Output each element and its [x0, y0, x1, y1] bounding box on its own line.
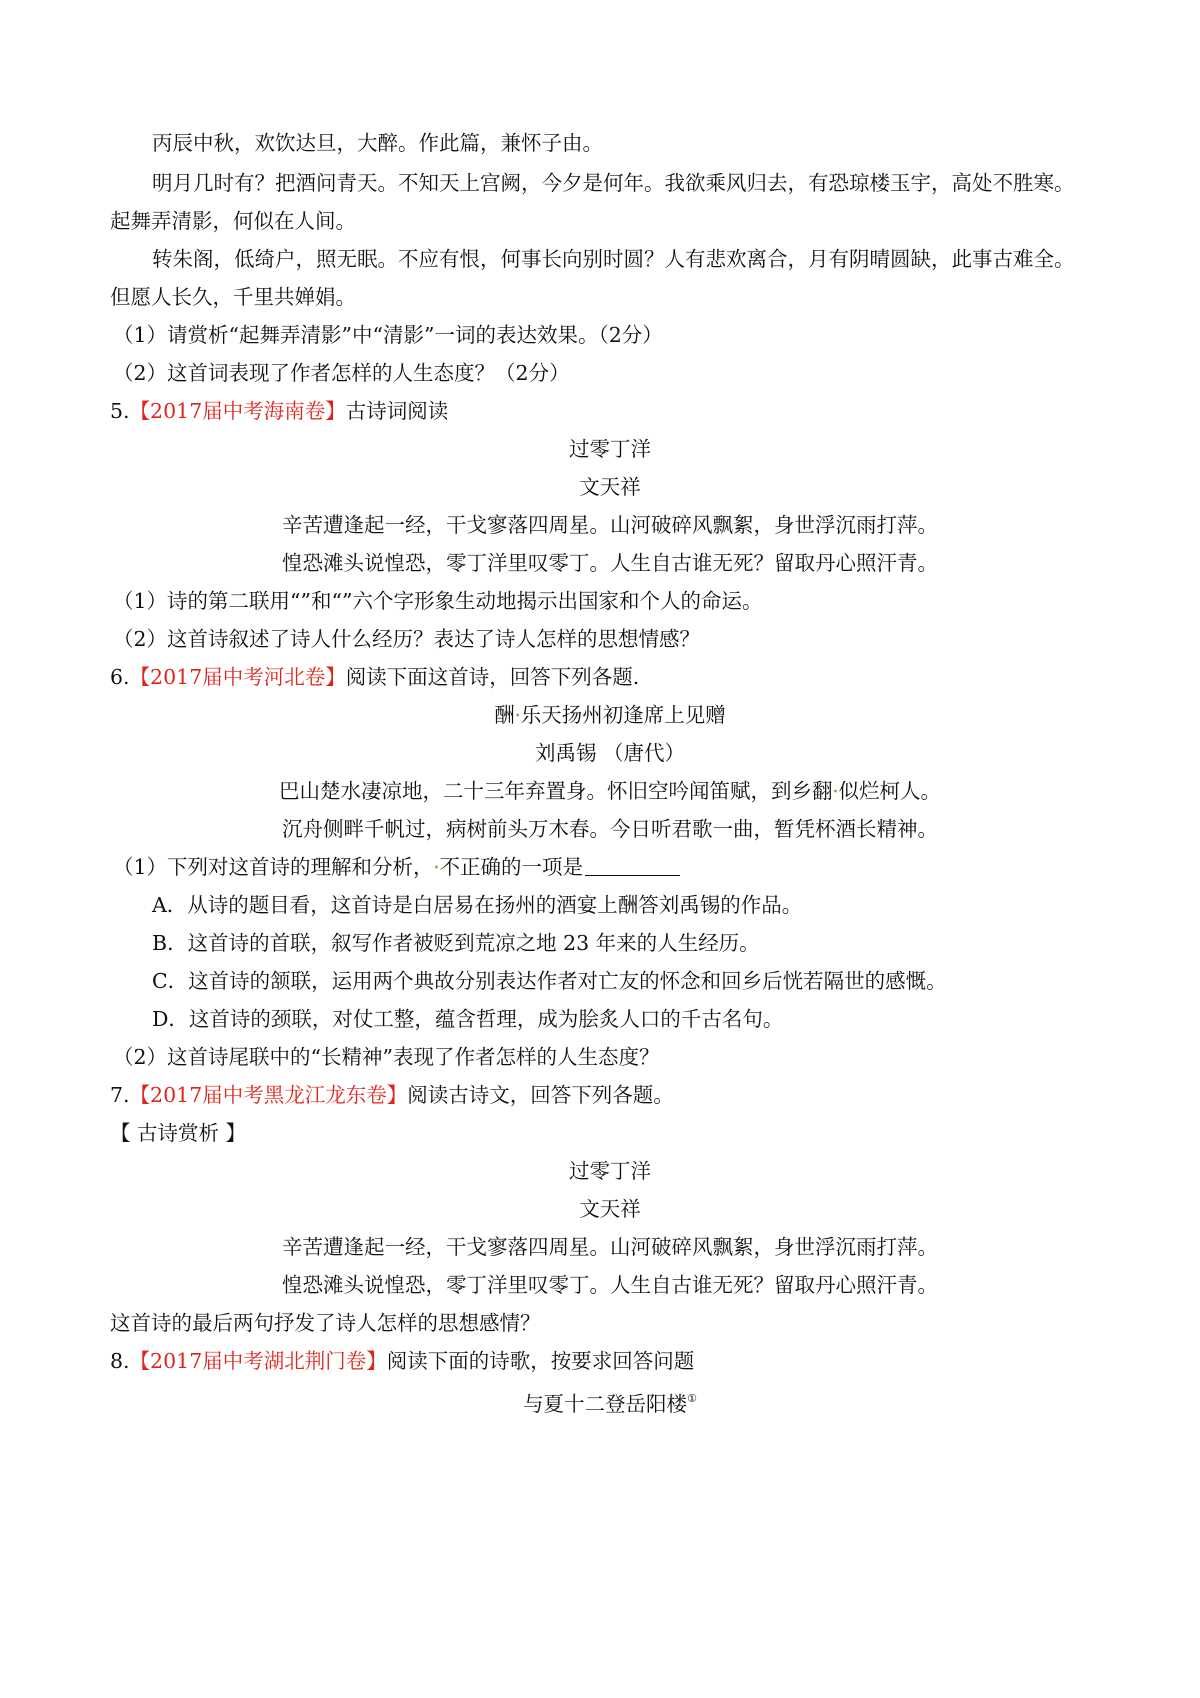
poem4-question-1: （1）请赏析“起舞弄清影”中“清影”一词的表达效果。（2分）: [113, 323, 663, 347]
section6-option-c: C．这首诗的颔联，运用两个典故分别表达作者对亡友的怀念和回乡后恍若隔世的感慨。: [152, 969, 947, 993]
section7-poem-author: 文天祥: [579, 1197, 641, 1221]
section7-instruction: 阅读古诗文，回答下列各题。: [407, 1083, 674, 1107]
section6-option-a: A．从诗的题目看，这首诗是白居易在扬州的酒宴上酬答刘禹锡的作品。: [152, 893, 803, 917]
emphasis-dot-icon: •: [433, 863, 440, 874]
section6-poem-author: 刘禹锡 （唐代）: [534, 741, 686, 765]
poem4-stanza1-line2: 起舞弄清影，何似在人间。: [110, 209, 356, 233]
poem4-question-2: （2）这首词表现了作者怎样的人生态度？（2分）: [113, 361, 570, 385]
answer-blank[interactable]: [585, 855, 680, 876]
section6-source: 【2017届中考河北卷】: [129, 665, 346, 689]
section8-source: 【2017届中考湖北荆门卷】: [129, 1349, 387, 1373]
section5-poem-author: 文天祥: [579, 475, 641, 499]
poem4-stanza2-line2: 但愿人长久，千里共婵娟。: [110, 285, 356, 309]
section5-question-2: （2）这首诗叙述了诗人什么经历？表达了诗人怎样的思想情感？: [113, 627, 701, 651]
section8-heading: [110, 1346, 1110, 1376]
section5-instruction: 古诗词阅读: [345, 399, 449, 423]
section5-number: 5.: [110, 399, 130, 423]
section7-label: 【 古诗赏析 】: [110, 1121, 247, 1145]
section6-number: 6.: [110, 665, 130, 689]
section5-heading: [110, 396, 1110, 426]
section6-instruction: 阅读下面这首诗，回答下列各题.: [345, 665, 640, 689]
section7-heading: [110, 1080, 1110, 1110]
section5-question-1: （1）诗的第二联用“”和“”六个字形象生动地揭示出国家和个人的命运。: [113, 589, 763, 613]
footnote-mark: ①: [687, 1392, 697, 1405]
section6-heading: [110, 662, 1110, 692]
poem4-stanza2-line1: 转朱阁，低绮户，照无眠。不应有恨，何事长向别时圆？人有悲欢离合，月有阴晴圆缺，此事古难全。: [152, 247, 1075, 271]
emphasis-dot-icon: •: [832, 787, 839, 798]
section6-poem-line-2: 沉舟侧畔千帆过，病树前头万木春。今日听君歌一曲，暂凭杯酒长精神。: [282, 817, 938, 841]
emphasis-dot-icon: •: [514, 711, 521, 722]
section8-instruction: 阅读下面的诗歌，按要求回答问题: [386, 1349, 695, 1373]
section6-option-d: D．这首诗的颈联，对仗工整，蕴含哲理，成为脍炙人口的千古名句。: [152, 1007, 784, 1031]
section7-number: 7.: [110, 1083, 130, 1107]
section7-poem-title: 过零丁洋: [569, 1159, 651, 1183]
section6-question-2: （2）这首诗尾联中的“长精神”表现了作者怎样的人生态度？: [113, 1045, 660, 1069]
poem4-preface: 丙辰中秋，欢饮达旦，大醉。作此篇，兼怀子由。: [152, 131, 603, 155]
section6-poem-title: 酬•乐天扬州初逢席上见赠: [494, 703, 726, 727]
section6-option-b: B．这首诗的首联，叙写作者被贬到荒凉之地 23 年来的人生经历。: [152, 931, 760, 955]
section8-number: 8.: [110, 1349, 130, 1373]
section5-poem-line-2: 惶恐滩头说惶恐，零丁洋里叹零丁。人生自古谁无死？留取丹心照汗青。: [282, 551, 938, 575]
section5-source: 【2017届中考海南卷】: [129, 399, 346, 423]
section8-poem-title: 与夏十二登岳阳楼①: [523, 1392, 697, 1416]
section5-poem-title: 过零丁洋: [569, 437, 651, 461]
section7-question: 这首诗的最后两句抒发了诗人怎样的思想感情？: [110, 1311, 541, 1335]
section6-question-1: （1）下列对这首诗的理解和分析，•不正确的一项是: [113, 852, 1110, 884]
section7-source: 【2017届中考黑龙江龙东卷】: [129, 1083, 408, 1107]
section5-poem-line-1: 辛苦遭逢起一经，干戈寥落四周星。山河破碎风飘絮，身世浮沉雨打萍。: [282, 513, 938, 537]
section7-poem-line-1: 辛苦遭逢起一经，干戈寥落四周星。山河破碎风飘絮，身世浮沉雨打萍。: [282, 1235, 938, 1259]
poem4-stanza1-line1: 明月几时有？把酒问青天。不知天上宫阙，今夕是何年。我欲乘风归去，有恐琼楼玉宇，高处不胜寒。: [152, 171, 1075, 195]
section6-poem-line-1: 巴山楚水凄凉地，二十三年弃置身。怀旧空吟闻笛赋，到乡翻•似烂柯人。: [279, 779, 941, 803]
section7-poem-line-2: 惶恐滩头说惶恐，零丁洋里叹零丁。人生自古谁无死？留取丹心照汗青。: [282, 1273, 938, 1297]
